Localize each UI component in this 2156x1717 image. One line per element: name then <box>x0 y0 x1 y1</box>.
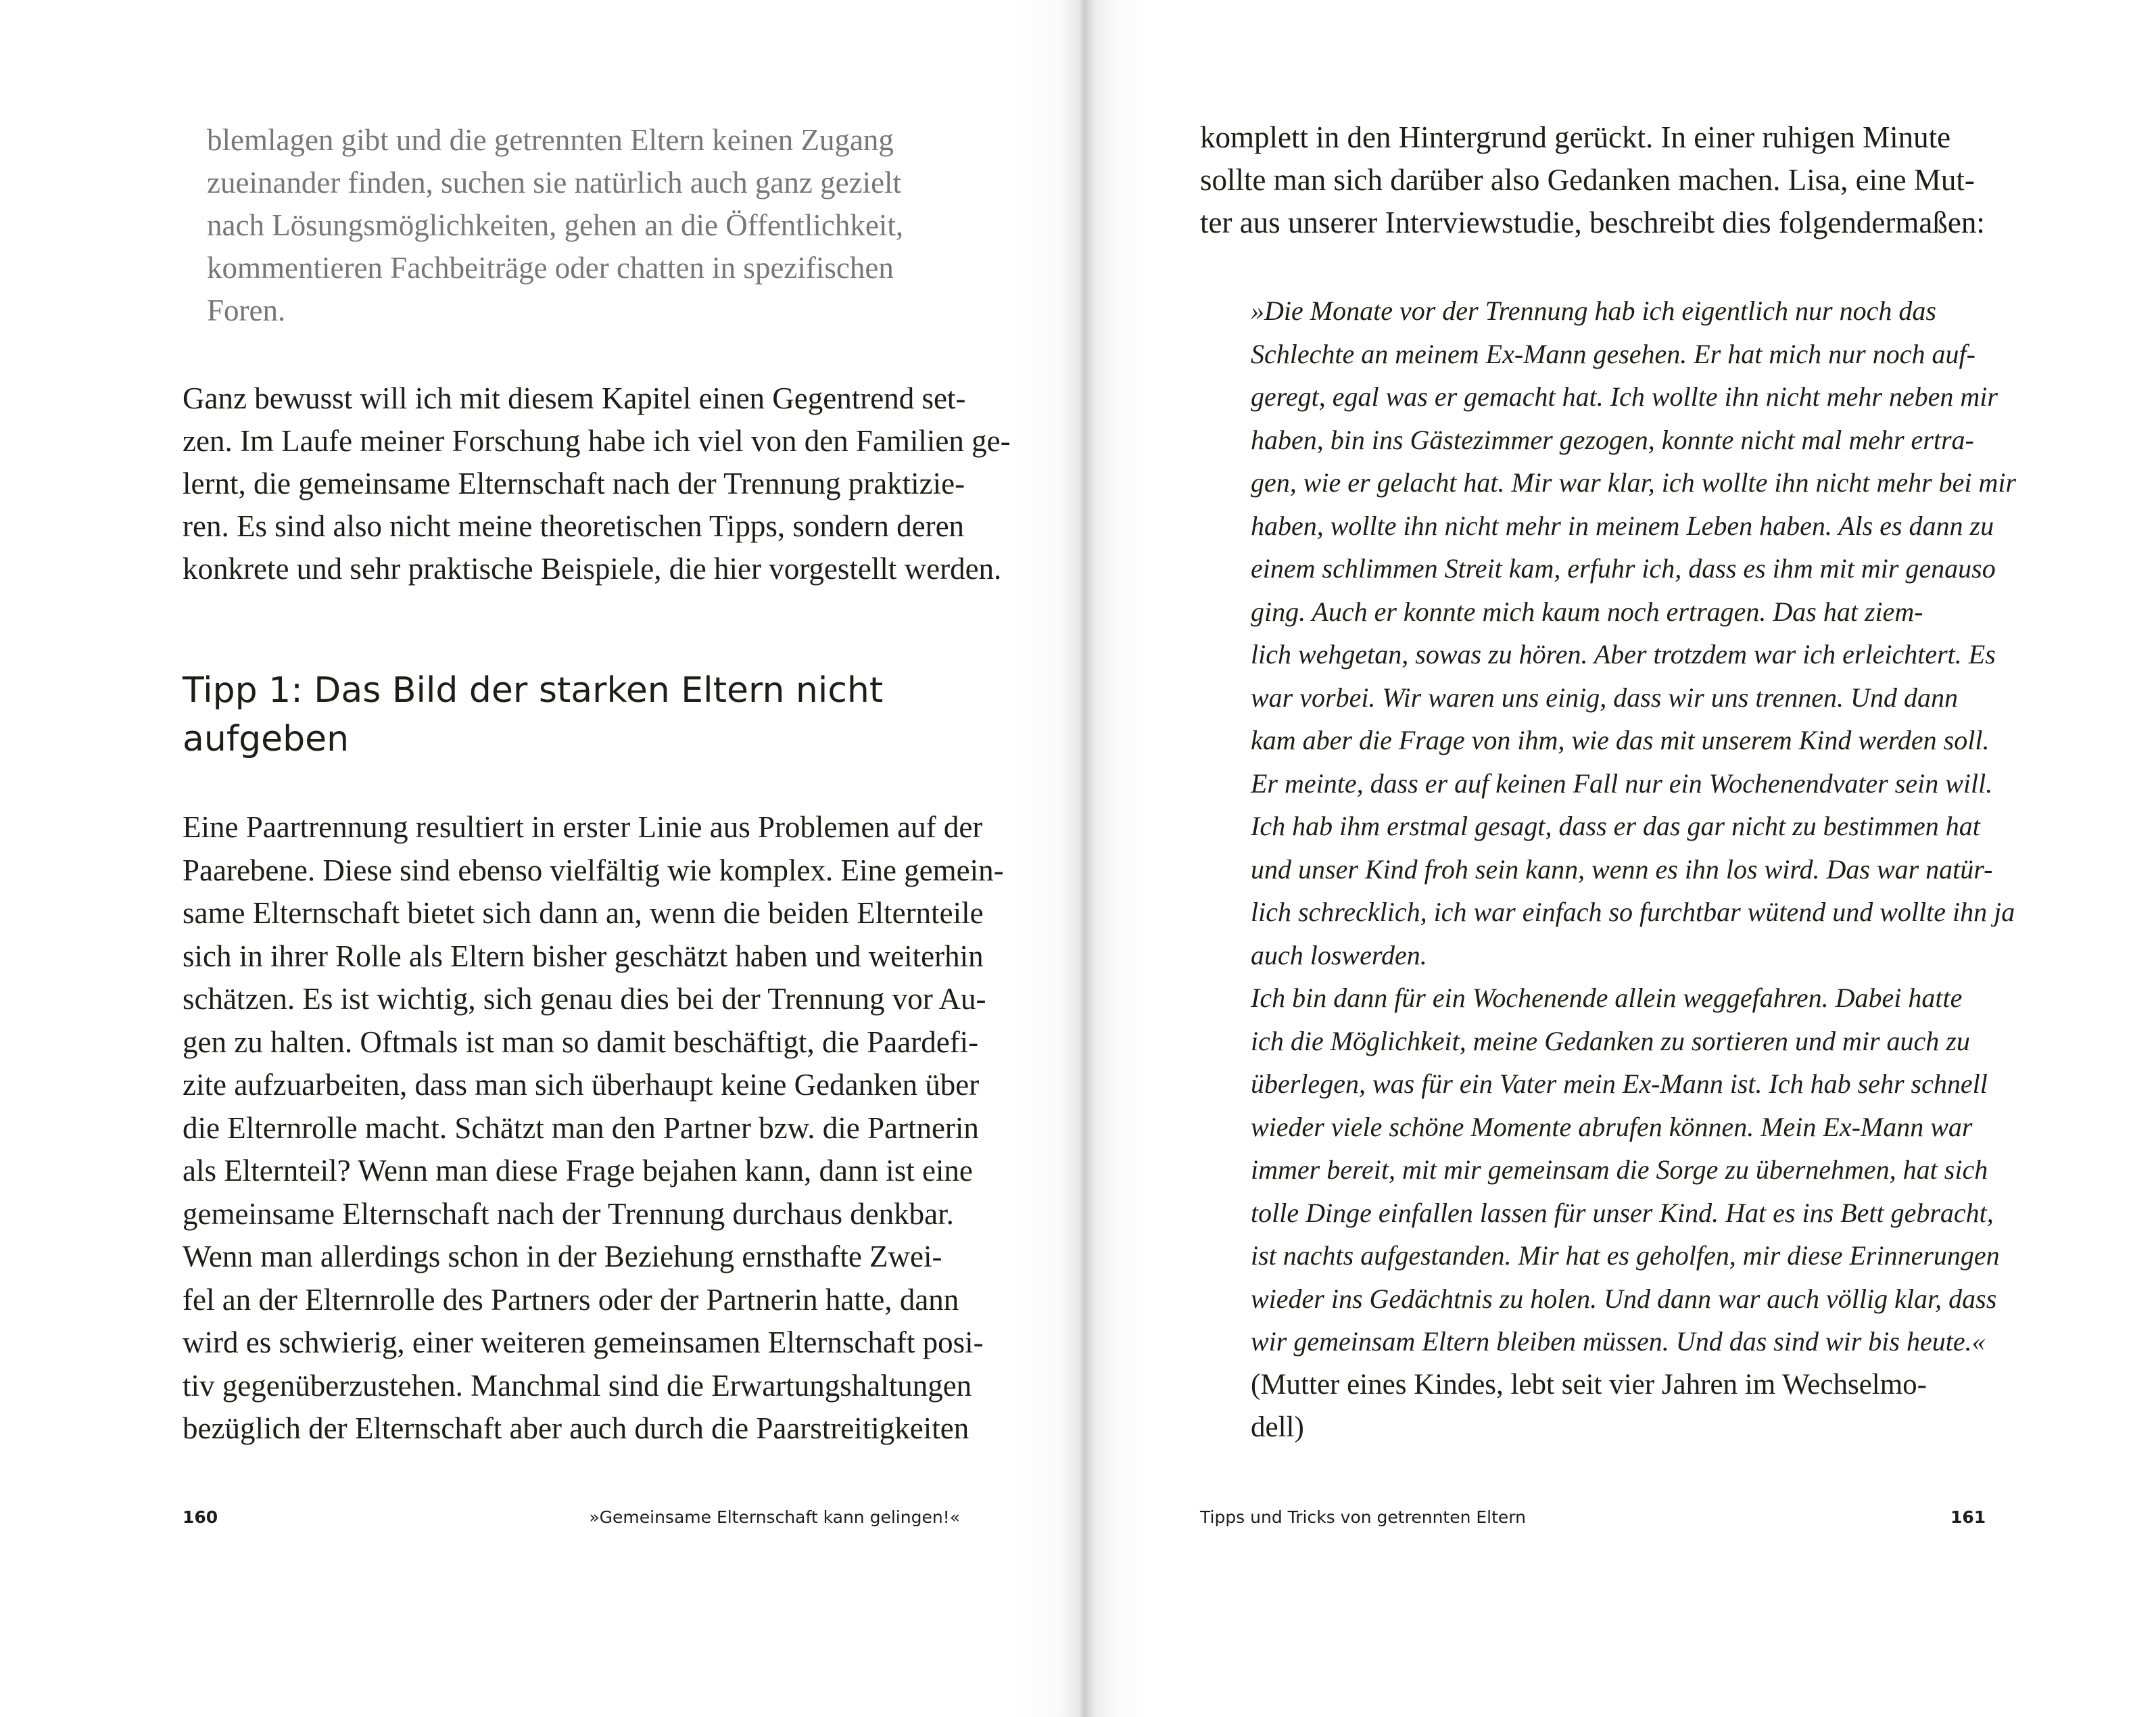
text-line: fel an der Elternrolle des Partners oder der Partnerin hatte, dann <box>183 1282 959 1317</box>
text-line: sollte man sich darüber also Gedanken machen. Lisa, eine Mut- <box>1200 163 1975 197</box>
quote-line: geregt, egal was er gemacht hat. Ich wollte ihn nicht mehr neben mir <box>1251 381 1998 412</box>
quote-line: haben, bin ins Gästezimmer gezogen, konnte nicht mal mehr ertra- <box>1251 424 1974 455</box>
quote-line: Foren. <box>207 293 286 327</box>
quote-line: ist nachts aufgestanden. Mir hat es geholfen, mir diese Erinnerungen <box>1251 1240 2000 1271</box>
quote-line: auch loswerden. <box>1251 939 1427 970</box>
text-line: lernt, die gemeinsame Elternschaft nach der Trennung praktizie- <box>183 467 965 500</box>
quote-line: gen, wie er gelacht hat. Mir war klar, ich wollte ihn nicht mehr bei mir <box>1251 467 2017 498</box>
quote-line: »Die Monate vor der Trennung hab ich eigentlich nur noch das <box>1251 296 1936 326</box>
quote-line: tolle Dinge einfallen lassen für unser Kind. Hat es ins Bett gebracht, <box>1251 1197 1994 1228</box>
text-line: zen. Im Laufe meiner Forschung habe ich viel von den Familien ge- <box>183 424 1011 458</box>
intro-paragraph <box>183 377 1011 590</box>
quote-line: lich schrecklich, ich war einfach so furchtbar wütend und wollte ihn ja <box>1251 897 2015 927</box>
quote-line: ging. Auch er konnte mich kaum noch ertragen. Das hat ziem- <box>1251 596 1923 627</box>
interview-quote <box>1251 289 2017 1449</box>
body-paragraph <box>183 806 1004 1451</box>
text-line: sich in ihrer Rolle als Eltern bisher geschätzt haben und weiterhin <box>183 939 984 973</box>
quote-line: einem schlimmen Streit kam, erfuhr ich, dass es ihm mit mir genauso <box>1251 553 1996 584</box>
left-page <box>0 0 1055 1717</box>
quote-line: und unser Kind froh sein kann, wenn es ihn los wird. Das war natür- <box>1251 853 1993 885</box>
quote-line: lich wehgetan, sowas zu hören. Aber trotzdem war ich erleichtert. Es <box>1251 639 1996 669</box>
text-line: Wenn man allerdings schon in der Beziehung ernsthafte Zwei- <box>183 1240 942 1273</box>
quote-line: kam aber die Frage von ihm, wie das mit unserem Kind werden soll. <box>1251 725 1990 755</box>
right-page <box>1082 0 2156 1717</box>
quote-line: ich die Möglichkeit, meine Gedanken zu sortieren und mir auch zu <box>1251 1025 1970 1056</box>
text-line: gen zu halten. Oftmals ist man so damit beschäftigt, die Paardefi- <box>183 1025 979 1059</box>
quote-line: haben, wollte ihn nicht mehr in meinem Leben haben. Als es dann zu <box>1251 510 1994 541</box>
quote-line: kommentieren Fachbeiträge oder chatten in spezifischen <box>207 251 894 285</box>
quote-line: Ich bin dann für ein Wochenende allein weggefahren. Dabei hatte <box>1251 983 1963 1013</box>
text-line: tiv gegenüberzustehen. Manchmal sind die Erwartungshaltungen <box>183 1368 972 1403</box>
quote-line: nach Lösungsmöglichkeiten, gehen an die Öffentlichkeit, <box>207 208 904 242</box>
quote-line: war vorbei. Wir waren uns einig, dass wir uns trennen. Und dann <box>1251 682 1958 713</box>
heading-line: aufgeben <box>183 719 350 759</box>
heading-line: Tipp 1: Das Bild der starken Eltern nicht <box>183 670 884 711</box>
text-line: bezüglich der Elternschaft aber auch durch die Paarstreitigkeiten <box>183 1411 969 1445</box>
text-line: komplett in den Hintergrund gerückt. In einer ruhigen Minute <box>1200 120 1951 154</box>
text-line: die Elternrolle macht. Schätzt man den Partner bzw. die Partnerin <box>183 1110 979 1145</box>
text-line: schätzen. Es ist wichtig, sich genau dies bei der Trennung vor Au- <box>183 982 986 1016</box>
attribution-line: (Mutter eines Kindes, lebt seit vier Jahren im Wechselmo- <box>1251 1368 1927 1401</box>
quote-line: Schlechte an meinem Ex-Mann gesehen. Er hat mich nur noch auf- <box>1251 338 1975 369</box>
text-line: same Elternschaft bietet sich dann an, wenn die beiden Elternteile <box>183 896 984 930</box>
quote-line: zueinander finden, suchen sie natürlich auch ganz gezielt <box>207 166 902 199</box>
quote-line: überlegen, was für ein Vater mein Ex-Mann ist. Ich hab sehr schnell <box>1251 1068 1988 1099</box>
quote-line: wieder viele schöne Momente abrufen können. Mein Ex-Mann war <box>1251 1111 1973 1142</box>
text-line: Eine Paartrennung resultiert in erster Linie aus Problemen auf der <box>183 810 983 844</box>
quote-line: immer bereit, mit mir gemeinsam die Sorge zu übernehmen, hat sich <box>1251 1154 1988 1185</box>
text-line: zite aufzuarbeiten, dass man sich überhaupt keine Gedanken über <box>183 1068 980 1102</box>
page-number: 161 <box>1950 1507 1986 1527</box>
text-line: gemeinsame Elternschaft nach der Trennung durchaus denkbar. <box>183 1196 954 1231</box>
running-head: »Gemeinsame Elternschaft kann gelingen!« <box>589 1507 960 1527</box>
text-line: als Elternteil? Wenn man diese Frage bejahen kann, dann ist eine <box>183 1154 973 1187</box>
text-line: wird es schwierig, einer weiteren gemeinsamen Elternschaft posi- <box>183 1325 984 1359</box>
running-head: Tipps und Tricks von getrennten Eltern <box>1200 1507 1526 1527</box>
quote-paragraph <box>207 119 937 332</box>
text-line: Paarebene. Diese sind ebenso vielfältig wie komplex. Eine gemein- <box>183 853 1004 887</box>
quote-line: wieder ins Gedächtnis zu holen. Und dann war auch völlig klar, dass <box>1251 1283 1997 1314</box>
text-line: konkrete und sehr praktische Beispiele, die hier vorgestellt werden. <box>183 552 1002 586</box>
text-line: ren. Es sind also nicht meine theoretischen Tipps, sondern deren <box>183 509 965 543</box>
section-heading <box>183 666 960 763</box>
text-line: Ganz bewusst will ich mit diesem Kapitel einen Gegentrend set- <box>183 381 966 415</box>
quote-line: Ich hab ihm erstmal gesagt, dass er das gar nicht zu bestimmen hat <box>1251 811 1980 841</box>
quote-line: wir gemeinsam Eltern bleiben müssen. Und das sind wir bis heute.« <box>1251 1326 1986 1357</box>
quote-line: Er meinte, dass er auf keinen Fall nur ein Wochenendvater sein will. <box>1251 768 1993 799</box>
text-line: ter aus unserer Interviewstudie, beschreibt dies folgendermaßen: <box>1200 206 1985 239</box>
continuation-paragraph <box>1200 116 1985 244</box>
page-number: 160 <box>183 1507 218 1527</box>
attribution-line: dell) <box>1251 1411 1304 1443</box>
quote-line: blemlagen gibt und die getrennten Eltern keinen Zugang <box>207 123 894 157</box>
